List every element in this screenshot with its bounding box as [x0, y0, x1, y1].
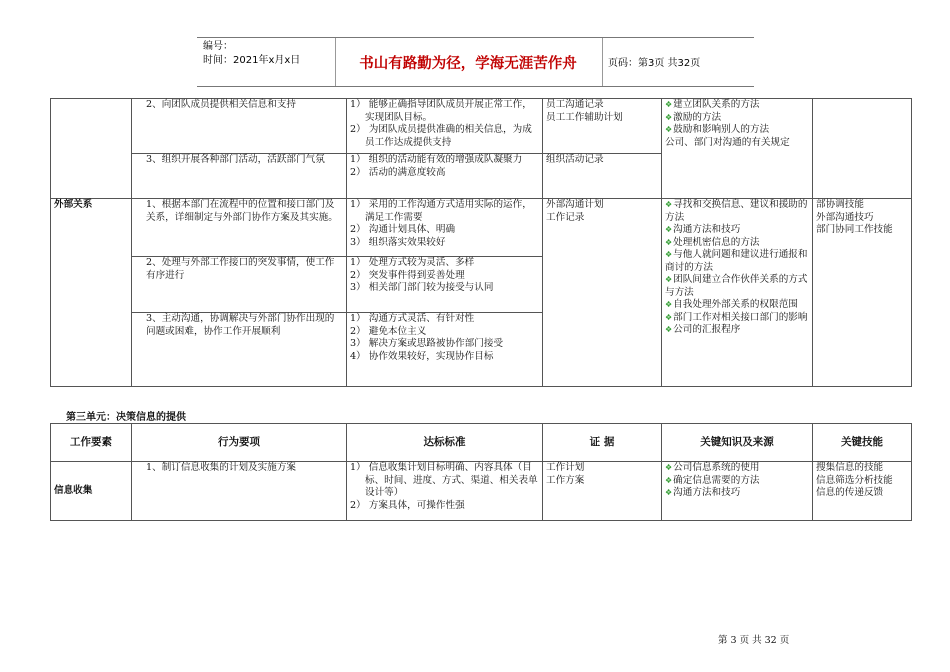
- standard-item: 2） 突发事件得到妥善处理: [350, 269, 465, 281]
- standard-item: 2） 方案具体，可操作性强: [350, 499, 465, 511]
- action-cell: 2、向团队成员提供相关信息和支持: [132, 99, 347, 154]
- standards-cell: [347, 257, 543, 313]
- standard-item: 3） 组织落实效果较好: [350, 236, 446, 248]
- page-footer: 第 3 页 共 32 页: [718, 635, 790, 646]
- check-icon: ❖: [665, 200, 673, 209]
- knowledge-item: ❖鼓励和影响别人的方法: [665, 124, 770, 135]
- standard-item: 2） 沟通计划具体、明确: [350, 224, 456, 235]
- action-cell: 1、根据本部门在流程中的位置和接口部门及关系，详细制定与外部门协作方案及其实施。: [132, 199, 347, 257]
- work-element-cell: 外部关系: [51, 199, 132, 387]
- check-icon: ❖: [665, 112, 673, 122]
- knowledge-item: ❖公司信息系统的使用: [665, 462, 760, 473]
- skill-item: 外部沟通技巧: [816, 211, 874, 223]
- column-header: 证 据: [543, 424, 662, 462]
- column-header: 关键技能: [813, 424, 912, 462]
- evidence-cell: [543, 154, 662, 199]
- table-row: [51, 462, 912, 521]
- knowledge-item: ❖沟通方法和技巧: [665, 224, 741, 235]
- knowledge-item: ❖建立团队关系的方法: [665, 99, 760, 110]
- standard-item: 2） 避免本位主义: [350, 325, 427, 337]
- check-icon: ❖: [665, 237, 673, 247]
- evidence-cell: [543, 462, 662, 521]
- evidence-item: 工作记录: [546, 211, 585, 223]
- skills-cell: [813, 199, 912, 387]
- page-header: [197, 37, 754, 87]
- skill-item: 部门协同工作技能: [816, 224, 893, 235]
- knowledge-item: ❖激励的方法: [665, 111, 722, 123]
- standard-item: 3） 解决方案或思路被协作部门接受: [350, 338, 504, 349]
- check-icon: ❖: [665, 275, 673, 284]
- evidence-item: 工作计划: [546, 462, 585, 473]
- competency-table-unit3: [50, 423, 912, 521]
- check-icon: ❖: [665, 312, 673, 322]
- evidence-cell: [543, 99, 662, 154]
- action-cell: 1、制订信息收集的计划及实施方案: [132, 462, 347, 521]
- check-icon: ❖: [665, 300, 673, 309]
- check-icon: ❖: [665, 463, 673, 472]
- number-label: 编号：: [203, 41, 233, 52]
- check-icon: ❖: [665, 100, 673, 109]
- skills-cell: [813, 99, 912, 199]
- standards-cell: [347, 99, 543, 154]
- standard-item: 3） 相关部门部门较为接受与认同: [350, 282, 494, 293]
- evidence-item: 员工沟通记录: [546, 99, 604, 110]
- check-icon: ❖: [665, 475, 673, 485]
- knowledge-item: ❖确定信息需要的方法: [665, 474, 760, 486]
- standard-item: 1） 组织的活动能有效的增强成队凝聚力: [350, 154, 523, 165]
- knowledge-item: ❖团队间建立合作伙伴关系的方式与方法: [665, 274, 808, 298]
- column-header: 达标标准: [347, 424, 543, 462]
- skill-item: 信息的传递反馈: [816, 487, 884, 498]
- evidence-item: 员工工作辅助计划: [546, 111, 623, 123]
- time-label: 时间：2021年x月x日: [203, 55, 301, 66]
- header-page-label: 页码：第3页 共32页: [608, 58, 701, 69]
- knowledge-item: ❖处理机密信息的方法: [665, 236, 760, 248]
- knowledge-item: 公司、部门对沟通的有关规定: [665, 136, 790, 148]
- check-icon: ❖: [665, 225, 673, 234]
- standard-item: 2） 为团队成员提供准确的相关信息，为成员工作达成提供支持: [350, 124, 532, 148]
- check-icon: ❖: [665, 250, 673, 259]
- standards-cell: [347, 313, 543, 387]
- knowledge-item: ❖沟通方法和技巧: [665, 487, 741, 498]
- knowledge-item: ❖部门工作对相关接口部门的影响: [665, 311, 808, 323]
- knowledge-item: ❖公司的汇报程序: [665, 324, 741, 335]
- evidence-cell: [543, 199, 662, 387]
- column-header: 工作要素: [51, 424, 132, 462]
- check-icon: ❖: [665, 125, 673, 134]
- table-row: [51, 199, 912, 257]
- check-icon: ❖: [665, 488, 673, 497]
- header-divider: [602, 38, 603, 86]
- table-header-row: [51, 424, 912, 462]
- skill-item: 信息筛选分析技能: [816, 474, 893, 486]
- check-icon: ❖: [665, 325, 673, 334]
- standard-item: 1） 沟通方式灵活、有针对性: [350, 313, 475, 324]
- standards-cell: [347, 199, 543, 257]
- knowledge-item: ❖寻找和交换信息、建议和援助的方法: [665, 199, 808, 223]
- skill-item: 搜集信息的技能: [816, 462, 884, 473]
- standard-item: 1） 信息收集计划目标明确、内容具体（目标、时间、进度、方式、渠道、相关表单设计等）: [350, 462, 538, 498]
- knowledge-cell: [662, 99, 813, 199]
- competency-table-unit2: [50, 98, 912, 387]
- standard-item: 2） 活动的满意度较高: [350, 166, 446, 178]
- action-cell: 2、处理与外部工作接口的突发事情，使工作有序进行: [132, 257, 347, 313]
- standard-item: 1） 采用的工作沟通方式适用实际的运作，满足工作需要: [350, 199, 532, 223]
- column-header: 关键知识及来源: [662, 424, 813, 462]
- action-cell: 3、组织开展各种部门活动，活跃部门气氛: [132, 154, 347, 199]
- evidence-item: 工作方案: [546, 474, 585, 486]
- evidence-item: 外部沟通计划: [546, 199, 604, 210]
- header-divider: [335, 38, 336, 86]
- standard-item: 1） 能够正确指导团队成员开展正常工作，实现团队目标。: [350, 99, 532, 123]
- work-element-cell: [51, 99, 132, 199]
- knowledge-item: ❖自我处理外部关系的权限范围: [665, 299, 798, 310]
- standard-item: 4） 协作效果较好，实现协作目标: [350, 350, 494, 362]
- column-header: 行为要项: [132, 424, 347, 462]
- unit3-title: 第三单元：决策信息的提供: [66, 412, 186, 423]
- skills-cell: [813, 462, 912, 521]
- knowledge-cell: [662, 462, 813, 521]
- evidence-item: 组织活动记录: [546, 154, 604, 165]
- knowledge-item: ❖与他人就问题和建议进行通报和商讨的方法: [665, 249, 808, 273]
- standards-cell: [347, 154, 543, 199]
- knowledge-cell: [662, 199, 813, 387]
- standard-item: 1） 处理方式较为灵活、多样: [350, 257, 475, 268]
- standards-cell: [347, 462, 543, 521]
- action-cell: 3、主动沟通，协调解决与外部门协作出现的问题或困难，协作工作开展顺利: [132, 313, 347, 387]
- header-left: [203, 40, 300, 68]
- skill-item: 部协调技能: [816, 199, 864, 210]
- header-motto: 书山有路勤为径，学海无涯苦作舟: [359, 56, 577, 72]
- table-row: [51, 99, 912, 154]
- work-element-cell: 信息收集: [51, 462, 132, 521]
